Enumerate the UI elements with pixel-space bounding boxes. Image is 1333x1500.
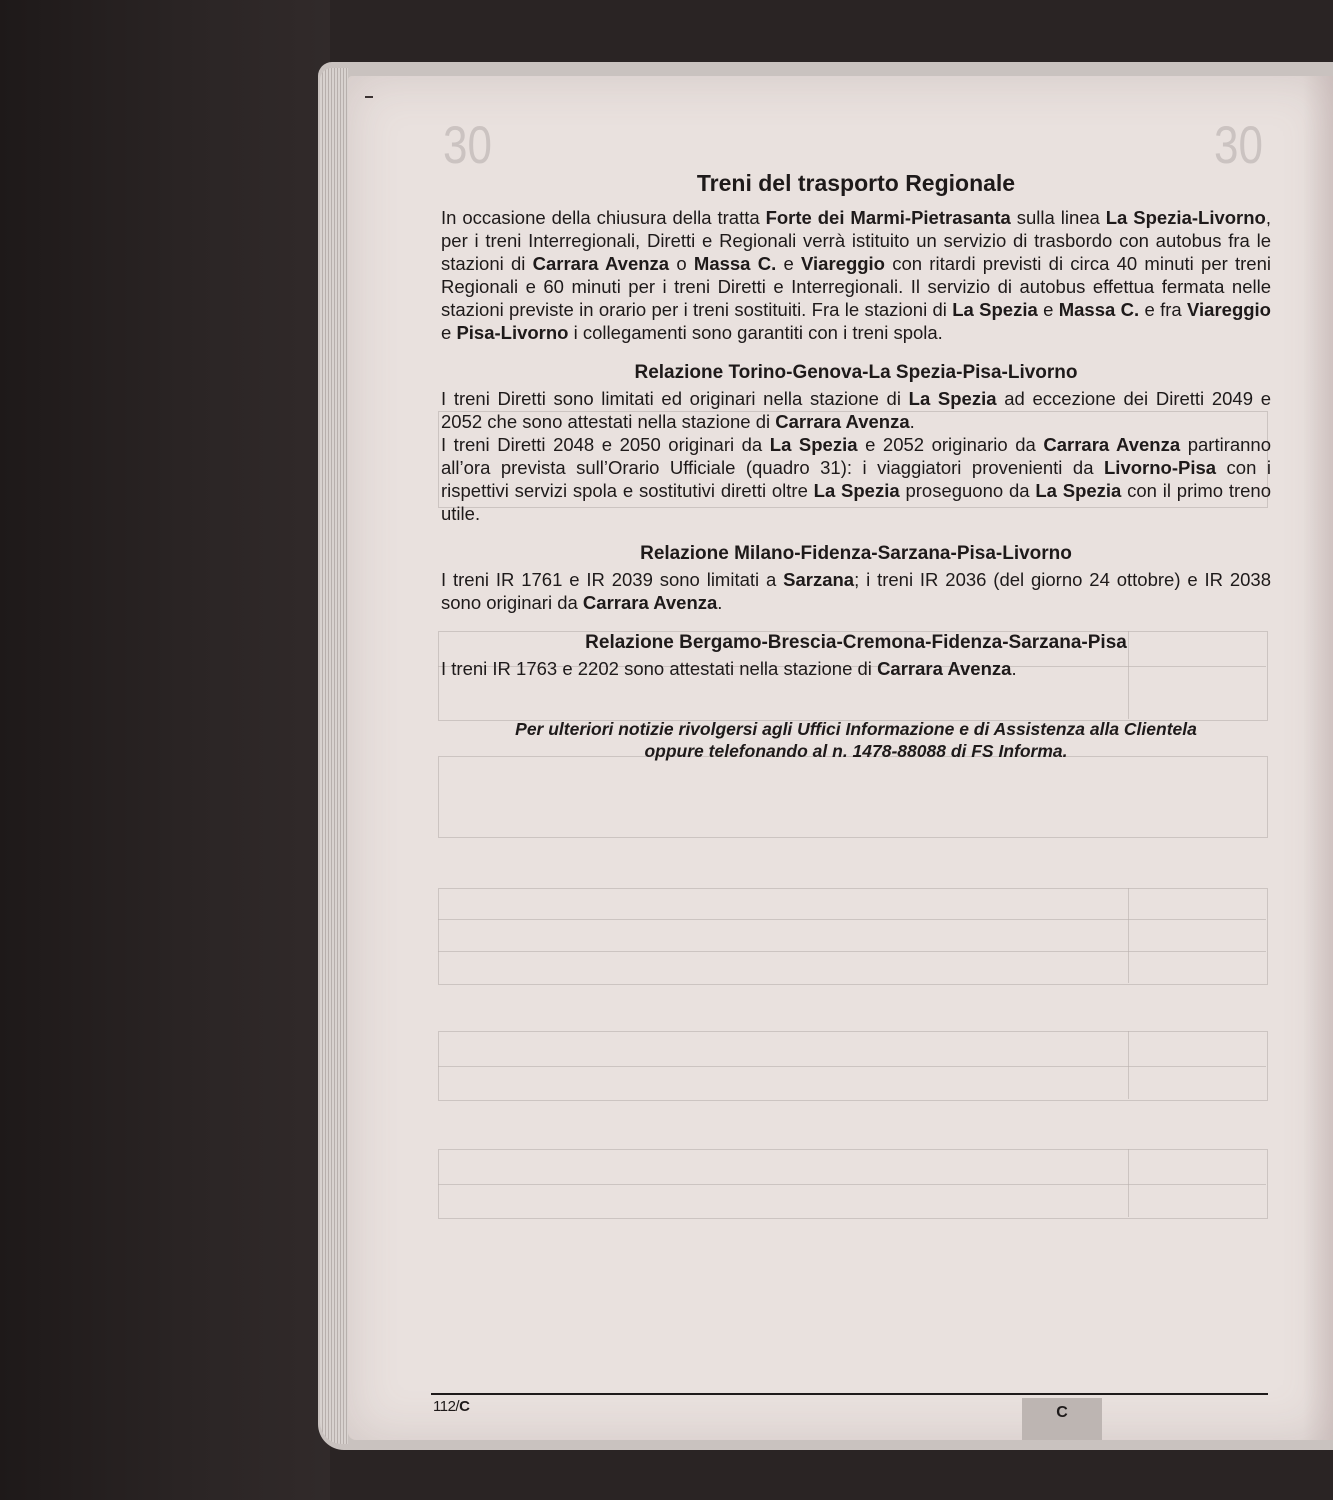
bold-run: Pisa-Livorno [456,322,569,343]
text-run: con i rispettivi servizi spola e sostitutivi diretti oltre [441,457,1271,501]
bold-run: Viareggio [1187,299,1271,320]
section-tab: C [1022,1398,1102,1440]
text-run: proseguono da [899,480,1036,501]
text-run: e 2052 originario da [857,434,1044,455]
footer-rule [431,1393,1268,1395]
page-curl-shadow [1303,76,1333,1440]
bold-run: Viareggio [801,253,885,274]
text-run: I treni IR 1763 e 2202 sono attestati nella stazione di [441,658,878,679]
text-run: , per i treni Interregionali, Diretti e Regionali verrà istituito un servizio di trasbordo con autobus fra le stazioni di [441,207,1271,274]
bold-run: Carrara Avenza [877,658,1012,679]
text-run: ad eccezione dei Diretti 2049 e 2052 che sono attestati nella stazione di [441,388,1271,432]
text-run: i collegamenti sono garantiti con i treni spola. [568,322,943,343]
text-run: I treni Diretti sono limitati ed originari nella stazione di [441,388,909,409]
contact-note-line-1: Per ulteriori notizie rivolgersi agli Uffici Informazione e di Assistenza alla Clientela [515,719,1197,739]
bold-run: Massa C. [1058,299,1140,320]
bold-run: La Spezia [1035,480,1122,501]
show-through-rule [1128,888,1129,983]
section-paragraph [441,387,1271,433]
section-paragraph [441,568,1271,614]
text-run: . [909,411,915,432]
text-run: con ritardi previsti di circa 40 minuti per treni Regionali e 60 minuti per i treni Diretti e Interregionali. Il servizio di autobus effettua fermata nelle stazioni previste in orario per i treni sostituiti. Fra le stazioni di [441,253,1271,320]
text-run: partiranno all’ora prevista sull’Orario Ufficiale (quadro 31): i viaggiatori provenienti da [441,434,1272,478]
text-run: ; i treni IR 2036 (del giorno 24 ottobre) e IR 2038 sono originari da [441,569,1271,613]
bold-run: Carrara Avenza [582,592,718,613]
bold-run: La Spezia-Livorno [1105,207,1266,228]
text-run: In occasione della chiusura della tratta [441,207,766,228]
text-run: e fra [1139,299,1188,320]
section-paragraph [441,433,1271,525]
sections [441,362,1271,680]
bold-run: La Spezia [952,299,1038,320]
bold-run: Massa C. [693,253,777,274]
text-run: o [669,253,694,274]
text-run: e [1037,299,1059,320]
show-through-number-right: 30 [1214,116,1263,175]
show-through-rule [1128,1031,1129,1099]
text-run: I treni Diretti 2048 e 2050 originari da [441,434,770,455]
bold-run: Carrara Avenza [532,253,670,274]
show-through-table-3 [438,756,1268,838]
bold-run: La Spezia [908,388,997,409]
show-through-rule [438,1184,1266,1185]
bold-run: Sarzana [783,569,855,590]
text-run: I treni IR 1761 e IR 2039 sono limitati a [441,569,784,590]
text-run: e [776,253,802,274]
text-run: e [441,322,457,343]
show-through-rule [438,1066,1266,1067]
show-through-rule [438,951,1266,952]
bold-run: Forte dei Marmi-Pietrasanta [765,207,1011,228]
show-through-number-left: 30 [443,116,492,175]
bold-run: Livorno-Pisa [1104,457,1217,478]
document-body [441,170,1271,762]
section-paragraph [441,657,1271,680]
text-run: con il primo treno utile. [441,480,1271,524]
bold-run: La Spezia [769,434,858,455]
section-heading: Relazione Bergamo-Brescia-Cremona-Fidenza-Sarzana-Pisa [585,632,1127,653]
intro-paragraph [441,206,1271,344]
section-heading: Relazione Torino-Genova-La Spezia-Pisa-Livorno [634,362,1078,383]
contact-note [441,718,1271,762]
page-title: Treni del trasporto Regionale [696,170,1016,196]
text-run: sulla linea [1010,207,1106,228]
bold-run: Carrara Avenza [1043,434,1181,455]
dark-background [0,0,330,1500]
text-run: . [1011,658,1017,679]
page-number [433,1398,470,1415]
show-through-table-4 [438,888,1268,985]
show-through-rule [1128,1149,1129,1217]
margin-mark [365,96,373,98]
page-number-prefix: 112/ [433,1398,460,1415]
section-heading: Relazione Milano-Fidenza-Sarzana-Pisa-Livorno [640,543,1072,564]
page-number-letter: C [459,1398,470,1415]
bold-run: Carrara Avenza [775,411,910,432]
show-through-rule [438,919,1266,920]
bold-run: La Spezia [813,480,900,501]
contact-note-line-2: oppure telefonando al n. 1478-88088 di FS Informa. [644,741,1068,761]
text-run: . [717,592,723,613]
